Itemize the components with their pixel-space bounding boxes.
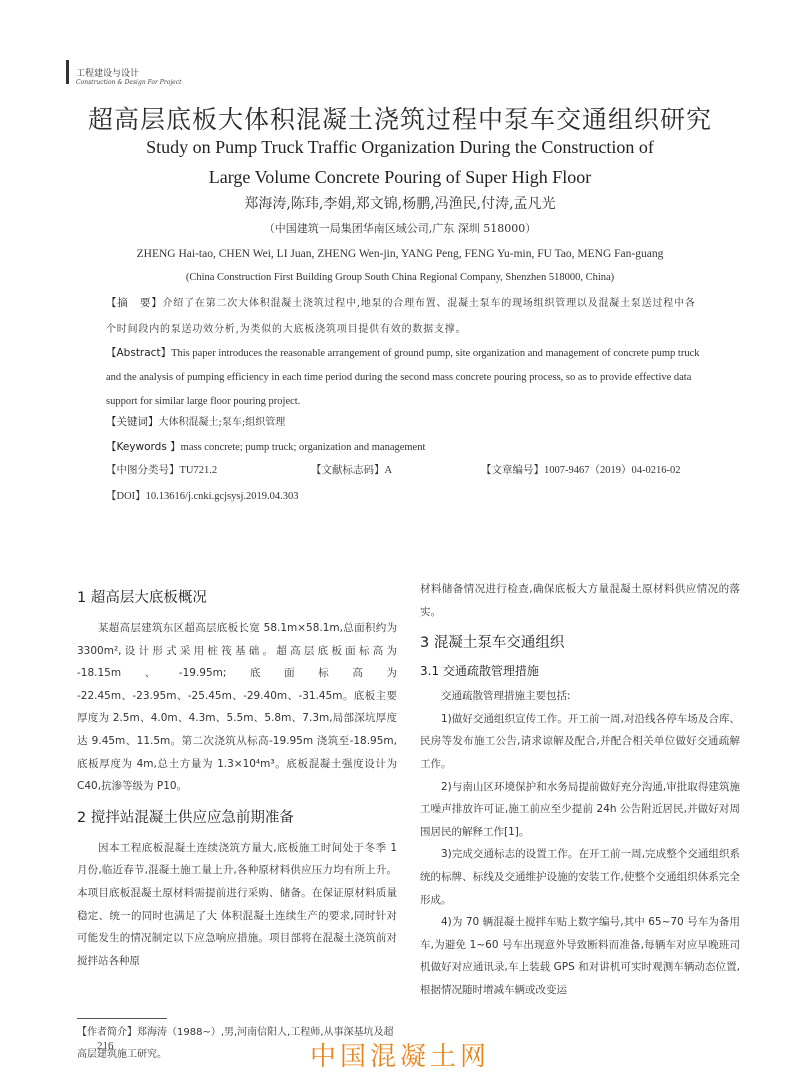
- abstract-en-text: This paper introduces the reasonable arrangement of ground pump, site organization and management of concrete pump truck and the analysis of pumping efficiency in each time period during the second mass concrete pouring process, so as to provide effective data support for similar large floor pouring project.: [106, 348, 700, 407]
- article-number: 【文章编号】1007-9467（2019）04-0216-02: [481, 465, 681, 476]
- keywords-cn-tag: 【关键词】: [106, 416, 159, 428]
- section-2-heading: 2 搅拌站混凝土供应应急前期准备: [77, 809, 294, 826]
- page-number: 216: [97, 1040, 114, 1052]
- affiliation-cn: （中国建筑一局集团华南区域公司,广东 深圳 518000）: [263, 222, 537, 235]
- journal-name-en: Construction & Design For Project: [76, 79, 182, 86]
- measure-3: 3)完成交通标志的设置工作。在开工前一周,完成整个交通组织系统的标牌、标线及交通维护设施的安装工作,使整个交通组织体系完全形成。: [420, 848, 740, 906]
- title-cn: 超高层底板大体积混凝土浇筑过程中泵车交通组织研究: [87, 105, 712, 134]
- abstract-en-tag: 【Abstract】: [106, 347, 172, 359]
- watermark: 中国混凝土网: [309, 1042, 490, 1072]
- keywords-cn-text: 大体积混凝土;泵车;组织管理: [158, 417, 286, 428]
- left-column: [77, 578, 397, 972]
- authors-en: ZHENG Hai-tao, CHEN Wei, LI Juan, ZHENG Wen-jin, YANG Peng, FENG Yu-min, FU Tao, MENG Fan-guang: [136, 248, 664, 260]
- author-footnote: 【作者简介】郑海涛（1988~）,男,河南信阳人,工程师,从事深基坑及超高层建筑施工研究。: [77, 1027, 394, 1060]
- abstract-cn: [106, 290, 706, 343]
- journal-name-cn: 工程建设与设计: [76, 69, 140, 79]
- affiliation-en: (China Construction First Building Group South China Regional Company, Shenzhen 518000, China): [185, 272, 615, 283]
- clc-number: 【中图分类号】TU721.2: [106, 465, 218, 476]
- doi: 【DOI】10.13616/j.cnki.gcjsysj.2019.04.303: [106, 491, 299, 502]
- abstract-en: [106, 341, 706, 414]
- section-1-paragraph: 某超高层建筑东区超高层底板长宽 58.1m×58.1m,总面积约为 3300m²,设计形式采用桩筏基础。超高层底板面标高为 -18.15m、-19.95m;底面标高为 -22.45m、-23.95m、-25.45m、-29.40m、-31.45m。底板主要厚度为 2.5m、4.0m、4.3m、5.5m、5.8m、7.3m,局部深坑厚度达 9.45m、11.5m。第二次浇筑从标高-19.95m 浇筑至-18.95m,底板厚度为 4m,总土方量为 1.3×10⁴m³。底板混凝土强度设计为 C40,抗渗等级为 P10。: [77, 622, 397, 793]
- title-en-line1: Study on Pump Truck Traffic Organization During the Construction of: [146, 137, 654, 157]
- keywords-en-tag: 【Keywords 】: [106, 441, 181, 453]
- section-1-heading: 1 超高层大底板概况: [77, 590, 207, 606]
- measure-2: 2)与南山区环境保护和水务局提前做好充分沟通,审批取得建筑施工噪声排放许可证,施工前应至少提前 24h 公告附近居民,并做好对周围居民的解释工作[1]。: [420, 780, 740, 838]
- authors-cn: 郑海涛,陈玮,李娟,郑文锦,杨鹏,冯渔民,付涛,孟凡光: [244, 196, 556, 212]
- journal-bar: [66, 60, 69, 84]
- measure-4: 4)为 70 辆混凝土搅拌车贴上数字编号,其中 65~70 号车为备用车,为避免 1~60 号车出现意外导致断料而准备,每辆车对应早晚班司机做好对应通讯录,车上装载 GPS 和对讲机可实时观测车辆动态位置,根据情况随时增减车辆或改变运: [420, 916, 740, 996]
- document-code: 【文献标志码】A: [311, 465, 393, 476]
- footnote-rule: [77, 1018, 167, 1019]
- keywords-en: [106, 434, 706, 461]
- title-en-line2: Large Volume Concrete Pouring of Super High Floor: [208, 167, 592, 187]
- section-3-1-heading: 3.1 交通疏散管理措施: [420, 664, 539, 679]
- abstract-cn-text: 介绍了在第二次大体积混凝土浇筑过程中,地泵的合理布置、混凝土泵车的现场组织管理以及混凝土泵送过程中各个时间段内的泵送功效分析,为类似的大底板浇筑项目提供有效的数据支撑。: [106, 298, 696, 335]
- section-2-paragraph: 因本工程底板混凝土连续浇筑方量大,底板施工时间处于冬季 1 月份,临近春节,混凝土施工量上升,各种原材料供应压力均有所上升。本项目底板混凝土原材料需提前进行采购、储备。在保证原材料质量稳定、统一的同时也满足了大 体积混凝土连续生产的要求,同时针对可能发生的情况制定以下应急响应措施。项目部将在混凝土浇筑前对搅拌站各种原: [77, 841, 397, 967]
- keywords-en-text: mass concrete; pump truck; organization and management: [180, 442, 426, 453]
- keywords-cn: [106, 409, 706, 436]
- abstract-cn-tag: 【摘 要】: [106, 297, 163, 309]
- journal-header: [76, 66, 182, 86]
- measure-1: 1)做好交通组织宣传工作。开工前一周,对沿线各停车场及合库、民房等发布施工公告,请求谅解及配合,并配合相关单位做好交通疏解工作。: [420, 712, 740, 770]
- measures-intro: 交通疏散管理措施主要包括:: [441, 690, 571, 703]
- section-3-heading: 3 混凝土泵车交通组织: [420, 635, 565, 652]
- continued-paragraph: 材料储备情况进行检查,确保底板大方量混凝土原材料供应情况的落实。: [420, 583, 740, 618]
- right-column: [420, 578, 740, 1002]
